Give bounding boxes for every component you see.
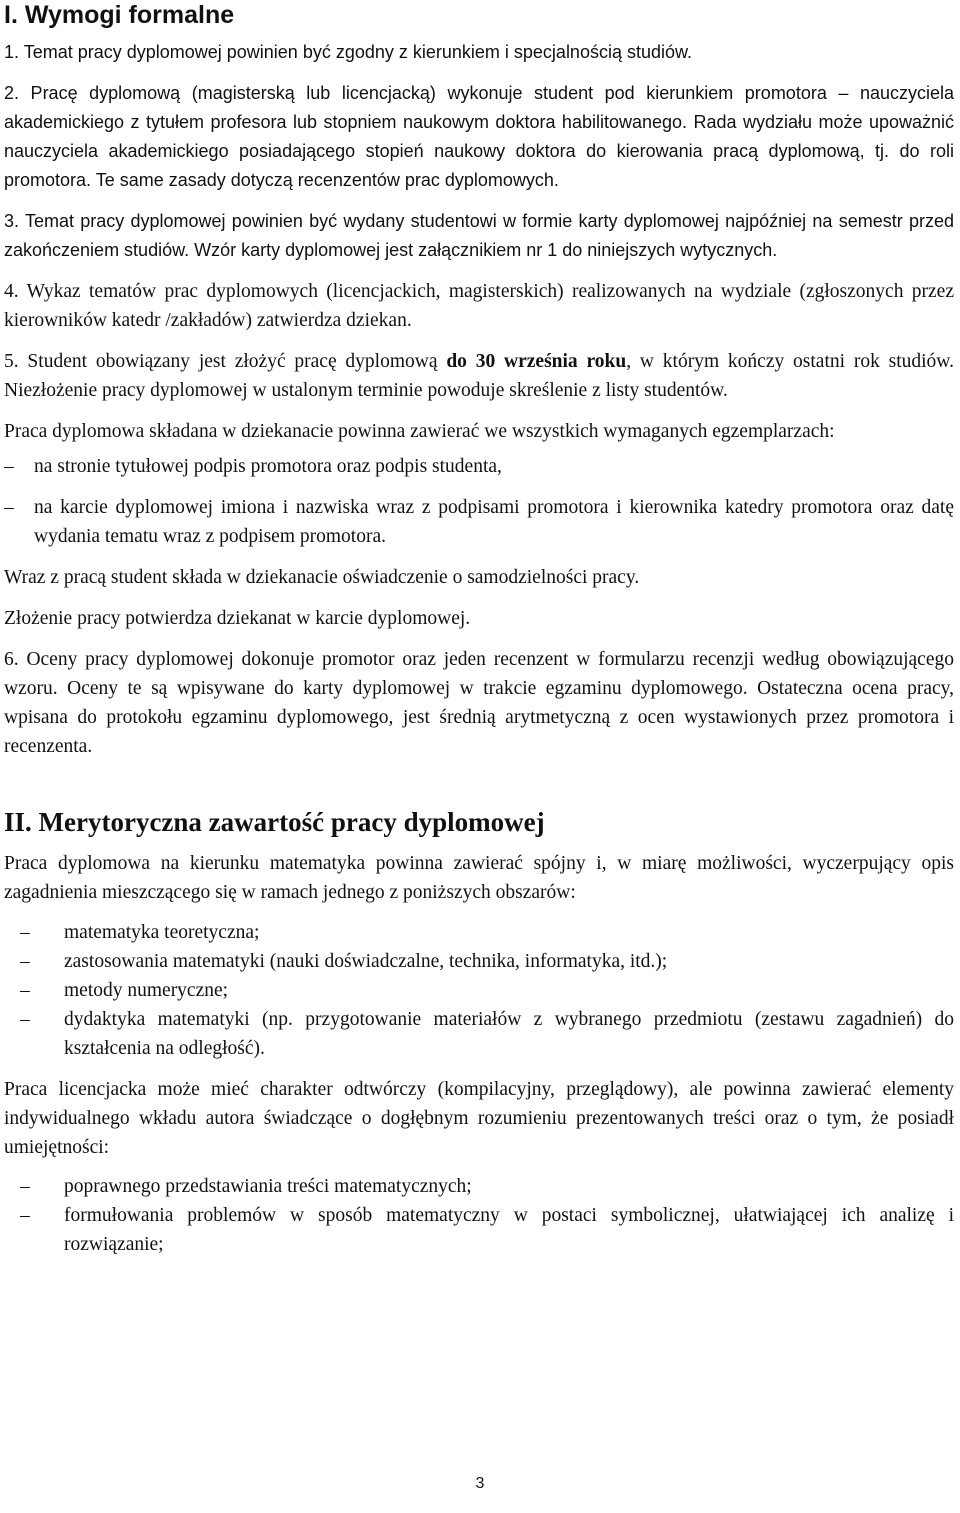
list-item: – poprawnego przedstawiania treści matematycznych; [4,1172,954,1201]
dash-bullet-icon: – [20,1009,30,1030]
list-item: – na karcie dyplomowej imiona i nazwiska wraz z podpisami promotora i kierownika katedry promotora oraz datę wydania tematu wraz z podpisem promotora. [4,493,954,551]
section-2-paragraph-2: Praca licencjacka może mieć charakter odtwórczy (kompilacyjny, przeglądowy), ale powinna zawierać elementy indywidualnego wkładu autora świadczące o dogłębnym rozumieniu prezentowanych treści oraz o tym, że posiadł umiejętności: [4,1079,954,1158]
paragraph-3: 3. Temat pracy dyplomowej powinien być wydany studentowi w formie karty dyplomowej najpóźniej na semestr przed zakończeniem studiów. Wzór karty dyplomowej jest załącznikiem nr 1 do niniejszych wytycznych. [4,211,954,260]
dash-bullet-icon: – [4,456,14,477]
dash-bullet-icon: – [20,951,30,972]
submission-list [4,452,954,551]
list-item: – formułowania problemów w sposób matematyczny w postaci symbolicznej, ułatwiającej ich analizę i rozwiązanie; [4,1201,954,1259]
paragraph-1: 1. Temat pracy dyplomowej powinien być zgodny z kierunkiem i specjalnością studiów. [4,42,693,62]
page-number: 3 [475,1475,485,1492]
dash-bullet-icon: – [20,1176,30,1197]
dash-bullet-icon: – [20,980,30,1001]
list-item: – zastosowania matematyki (nauki doświadczalne, technika, informatyka, itd.); [4,947,954,976]
deadline-bold: do 30 września roku [446,351,627,372]
list-item: – na stronie tytułowej podpis promotora oraz podpis studenta, [4,452,954,481]
paragraph-2: 2. Pracę dyplomową (magisterską lub licencjacką) wykonuje student pod kierunkiem promotora – nauczyciela akademickiego z tytułem profesora lub stopniem naukowym doktora habilitowanego. Rada wydziału może upoważnić nauczyciela akademickiego posiadającego stopień naukowy doktora do kierowania pracą dyplomową, tj. do roli promotora. Te same zasady dotyczą recenzentów prac dyplomowych. [4,83,954,190]
areas-list [4,918,954,1063]
section-2-intro: Praca dyplomowa na kierunku matematyka powinna zawierać spójny i, w miarę możliwości, wyczerpujący opis zagadnienia mieszczącego się w ramach jednego z poniższych obszarów: [4,853,954,903]
section-2-title: II. Merytoryczna zawartość pracy dyplomowej [4,807,545,837]
list-item: – matematyka teoretyczna; [4,918,954,947]
skills-list [4,1172,954,1259]
dash-bullet-icon: – [20,922,30,943]
confirmation-paragraph: Złożenie pracy potwierdza dziekanat w karcie dyplomowej. [4,608,471,629]
paragraph-5 [4,347,954,405]
paragraph-5-text-a: 5. Student obowiązany jest złożyć pracę dyplomową [4,351,447,372]
list-item: – metody numeryczne; [4,976,954,1005]
submission-intro: Praca dyplomowa składana w dziekanacie powinna zawierać we wszystkich wymaganych egzemplarzach: [4,421,835,442]
paragraph-6: 6. Oceny pracy dyplomowej dokonuje promotor oraz jeden recenzent w formularzu recenzji według obowiązującego wzoru. Oceny te są wpisywane do karty dyplomowej w trakcie egzaminu dyplomowego. Ostateczna ocena pracy, wpisana do protokołu egzaminu dyplomowego, jest średnią arytmetyczną z ocen wystawionych przez promotora i recenzenta. [4,649,954,757]
dash-bullet-icon: – [20,1205,30,1226]
statement-paragraph: Wraz z pracą student składa w dziekanacie oświadczenie o samodzielności pracy. [4,567,640,588]
paragraph-4: 4. Wykaz tematów prac dyplomowych (licencjackich, magisterskich) realizowanych na wydziale (zgłoszonych przez kierowników katedr /zakładów) zatwierdza dziekan. [4,281,954,331]
list-item: – dydaktyka matematyki (np. przygotowanie materiałów z wybranego przedmiotu (zestawu zagadnień) do kształcenia na odległość). [4,1005,954,1063]
paragraph-5-text-b: , w którym kończy ostatni rok studiów. Niezłożenie pracy dyplomowej w ustalonym terminie powoduje skreślenie z listy studentów. [4,351,954,401]
section-1-title: I. Wymogi formalne [4,1,235,29]
dash-bullet-icon: – [4,497,14,518]
